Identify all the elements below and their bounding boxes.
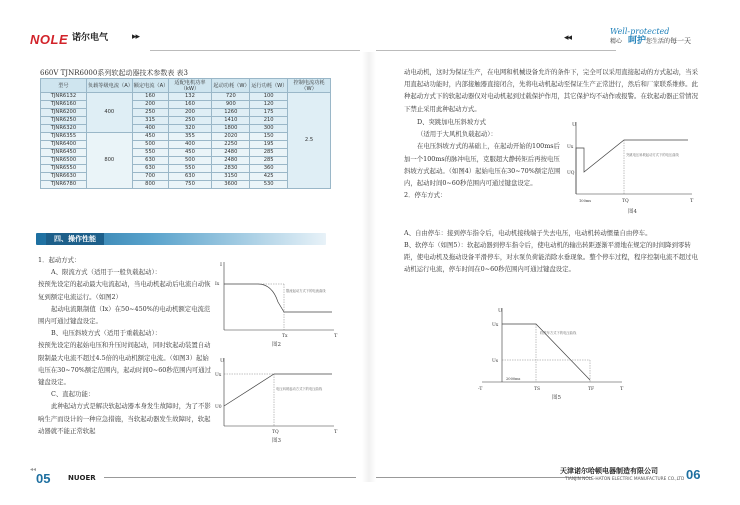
- col-header: 控制电流功耗（W）: [288, 79, 331, 93]
- fig2-y-tick: Ix: [215, 282, 220, 287]
- left-text-block: [38, 254, 214, 437]
- para: B、软停车（如图5）：软起动器到停车指令后，使电动机的输出转距逐渐平滑地在规定的时间降到零转距，使电动机及拖动设备平滑停车，对水泵负荷能消除水垂现象。整个停车过程，程序控制电流不超过电动机运行电流，停车时间在0~60秒范围内可通过键盘设定。: [404, 241, 698, 274]
- cell: 210: [250, 117, 288, 125]
- slogan-part-4: 每一天: [670, 37, 691, 45]
- cell: 315: [132, 117, 168, 125]
- header-rule-right: [376, 50, 616, 51]
- cell: 530: [250, 181, 288, 189]
- footer-rule-right: [376, 477, 592, 478]
- fig5-x-label: T: [620, 386, 624, 392]
- table-row: [41, 125, 331, 133]
- page-number-left: 05: [36, 471, 51, 486]
- section-title: 四、操作性能: [46, 233, 104, 245]
- cell: 285: [250, 149, 288, 157]
- header-rule-left: [150, 50, 360, 51]
- cell: 1800: [212, 125, 250, 133]
- table-row: [41, 173, 331, 181]
- footer-arrows: ◂◂: [30, 466, 37, 473]
- fig5-y-label: U: [498, 308, 503, 314]
- para: （适用于大风机负载起动）：: [417, 130, 497, 139]
- fig5-tick-small: 2000ms: [506, 377, 521, 381]
- para: 2．停车方式：: [404, 191, 447, 200]
- cell: TJNR6780: [41, 181, 87, 189]
- figure-4: [566, 118, 698, 206]
- cell: 120: [250, 101, 288, 109]
- cell: 132: [168, 93, 212, 101]
- cell: TJNR6450: [41, 149, 87, 157]
- cell: TJNR6320: [41, 125, 87, 133]
- fig4-tick-small: 100ms: [579, 199, 592, 203]
- cell: 400: [168, 141, 212, 149]
- header-slogan: [564, 26, 704, 50]
- fig4-x-label: T: [690, 198, 694, 204]
- fig2-y-label: I: [220, 262, 222, 268]
- fig3-x-tick: TQ: [272, 430, 279, 435]
- table-row: [41, 101, 331, 109]
- cell: TJNR6500: [41, 157, 87, 165]
- cell: 160: [168, 101, 212, 109]
- footer-company-en: TIANJIN NOLE-HATON ELECTRIC MANUFACTURE CO.,LTD: [565, 477, 685, 482]
- cell: 630: [168, 173, 212, 181]
- slogan-part-2: 呵护: [628, 36, 647, 46]
- fig5-y-tick-top: Ux: [492, 323, 499, 328]
- figure-2: [214, 258, 340, 340]
- table-row: [41, 133, 331, 141]
- fig4-x-tick: TQ: [622, 199, 629, 204]
- fig5-annotation: 软停车方式下的电压曲线: [540, 331, 577, 335]
- para: 动电动机，这时为保证生产，在电网和机械设备允许的条件下，完全可以采用直接起动的方式起动，当采用直起动功能时，内部接触器直接闭合，先将电动机起动至保证生产正常进行，然后和厂家联系维修。此种起动方式下的软起动器仅对电动机起到过载保护作用，其它保护均不动作或报警。在软起动器正常情况下禁止采用此种起动方式。: [404, 68, 698, 113]
- cell: TJNR6160: [41, 101, 87, 109]
- page-spine: [362, 52, 376, 482]
- table-row: [41, 157, 331, 165]
- cell: 630: [132, 157, 168, 165]
- right-text-softstop: [404, 239, 702, 276]
- col-header: 额定电流（A）: [132, 79, 168, 93]
- cell: 355: [168, 133, 212, 141]
- cell: 450: [168, 149, 212, 157]
- table-row: [41, 141, 331, 149]
- cell: TJNR6355: [41, 133, 87, 141]
- fig5-x-tick-a: TS: [534, 387, 541, 392]
- para: A、自由停车：接到停车指令后，电动机接线端子失去电压，电动机转动惯量自由停车。: [404, 229, 652, 237]
- footer-brand: NUOER: [68, 474, 96, 482]
- cell: 2020: [212, 133, 250, 141]
- cell: 320: [168, 125, 212, 133]
- cell-control-power: 2.5: [288, 93, 331, 189]
- cell: 2250: [212, 141, 250, 149]
- cell: 175: [250, 109, 288, 117]
- cell: 500: [168, 157, 212, 165]
- cell: 900: [212, 101, 250, 109]
- table-row: [41, 149, 331, 157]
- table-title: 660V TJNR6000系列软起动器技术参数表 表3: [40, 69, 189, 77]
- cell: 550: [168, 165, 212, 173]
- cell-load-a: 400: [86, 93, 132, 133]
- cell: 2480: [212, 149, 250, 157]
- cell: TJNR6550: [41, 165, 87, 173]
- cell: 3150: [212, 173, 250, 181]
- cell: 200: [132, 101, 168, 109]
- right-text-narrow: [404, 116, 564, 201]
- figure-2-caption: 图2: [272, 342, 281, 348]
- figure-5: [476, 304, 626, 392]
- fig2-x-tick: Tx: [282, 334, 288, 339]
- brand-logo: NOLE: [30, 32, 69, 47]
- cell: 195: [250, 141, 288, 149]
- fig4-y-tick-low: UQ: [567, 171, 575, 176]
- cell: 630: [132, 165, 168, 173]
- cell-load-b: 800: [86, 133, 132, 189]
- table-row: [41, 181, 331, 189]
- figure-3: [214, 354, 340, 436]
- fig4-curve: [576, 140, 688, 194]
- cell: TJNR6132: [41, 93, 87, 101]
- cell: 300: [250, 125, 288, 133]
- para: 起动电流限制值（Ix）在50~450%的电动机额定电流范围内可通过键盘设定。: [38, 304, 211, 326]
- cell: TJNR6250: [41, 117, 87, 125]
- col-header: 适配电机功率（kW）: [168, 79, 212, 93]
- table-row: [41, 109, 331, 117]
- fig3-y-tick-low: U0: [215, 405, 222, 410]
- cell: 250: [168, 117, 212, 125]
- col-header: 负载等级电流（A）: [86, 79, 132, 93]
- cell: 550: [132, 149, 168, 157]
- fig2-annotation: 限流起动方式下的电流曲线: [286, 289, 326, 293]
- col-header: 型号: [41, 79, 87, 93]
- fig3-annotation: 电压斜坡起动方式下的电压曲线: [276, 387, 323, 391]
- para: C、直起功能：: [51, 390, 95, 399]
- cell: 1260: [212, 109, 250, 117]
- company-short-name: 诺尔电气: [72, 33, 109, 43]
- para: 按预先设定的起动最大电流起动，当电动机起动后电流自动恢复到额定电流运行。（如图2）: [38, 280, 211, 301]
- cell: 285: [250, 157, 288, 165]
- section-header: [36, 231, 326, 247]
- cell: 425: [250, 173, 288, 181]
- cell: 450: [132, 133, 168, 141]
- para: 按预先设定的起始电压和升压时间起动，同时软起动装置自动限制最大电流不超过4.5倍的电动机额定电流。（如图3）起始电压在30~70%额定范围内，起动时间0~60秒范围内可通过键盘设定。: [38, 341, 212, 387]
- fig2-x-label: T: [334, 333, 338, 339]
- slogan-part-3: 您生活的: [646, 38, 671, 45]
- footer-rule-left: [104, 477, 356, 478]
- page-number-right: 06: [686, 467, 701, 482]
- fig3-y-label: U: [220, 358, 225, 364]
- para: D、突跳加电压斜坡方式: [417, 118, 487, 126]
- fig3-y-tick-top: Ux: [215, 373, 222, 378]
- cell: TJNR6630: [41, 173, 87, 181]
- header-arrows-left: ▸▸: [132, 32, 140, 42]
- right-text-stop: [404, 227, 702, 239]
- cell: 400: [132, 125, 168, 133]
- cell: 720: [212, 93, 250, 101]
- para: 在电压斜坡方式的基础上，在起动开始的100ms后加一个100ms的脉冲电压，克服超大静转矩后再按电压斜坡方式起动。（如图4）起始电压在30~70%额定范围内，起动时间0~60秒范围内可通过键盘设定。: [404, 142, 561, 188]
- footer-company: 天津诺尔哈顿电器制造有限公司: [560, 467, 658, 475]
- header-arrows-right: ◂◂: [564, 33, 572, 43]
- cell: 160: [132, 93, 168, 101]
- figure-5-caption: 图5: [552, 395, 561, 401]
- fig5-y-tick-low: Us: [492, 359, 499, 364]
- para: A、限流方式（适用于一般负载起动）：: [51, 268, 162, 277]
- cell: 2830: [212, 165, 250, 173]
- fig5-x-tick-b: TF: [588, 387, 595, 392]
- cell: 360: [250, 165, 288, 173]
- col-header: 起动功耗（W）: [212, 79, 250, 93]
- fig4-y-tick-top: Ux: [567, 145, 574, 150]
- cell: 800: [132, 181, 168, 189]
- para: B、电压斜坡方式（适用于重载起动）：: [51, 329, 162, 338]
- table-row: [41, 165, 331, 173]
- heading-startup: 1．起动方式：: [38, 256, 81, 264]
- cell: 150: [250, 133, 288, 141]
- cell: 500: [132, 141, 168, 149]
- fig4-y-label: U: [572, 122, 577, 128]
- cell: 100: [250, 93, 288, 101]
- figure-3-caption: 图3: [272, 438, 281, 444]
- right-text-top: [404, 66, 702, 115]
- slogan-english: Well-protected: [610, 27, 670, 36]
- cell: 3600: [212, 181, 250, 189]
- cell: 250: [132, 109, 168, 117]
- cell: 700: [132, 173, 168, 181]
- fig5-x-minus: -T: [478, 387, 483, 392]
- cell: 1410: [212, 117, 250, 125]
- spec-table: [40, 78, 331, 189]
- slogan-part-1: 精心: [610, 38, 623, 45]
- table-row: [41, 117, 331, 125]
- table-row: [41, 93, 331, 101]
- figure-4-caption: 图4: [628, 209, 637, 215]
- cell: 2480: [212, 157, 250, 165]
- fig3-x-label: T: [334, 429, 338, 435]
- cell: 750: [168, 181, 212, 189]
- cell: TJNR6200: [41, 109, 87, 117]
- fig4-annotation: 突跳电压斜坡起动方式下的电压曲线: [626, 153, 679, 157]
- col-header: 运行功耗（W）: [250, 79, 288, 93]
- para: 此种起动方式是解决软起动器本身发生故障时，为了不影响生产而设计的一种应急措施，当软起动器发生故障时，软起动器就不能正常软起: [38, 402, 211, 435]
- cell: TJNR6400: [41, 141, 87, 149]
- cell: 200: [168, 109, 212, 117]
